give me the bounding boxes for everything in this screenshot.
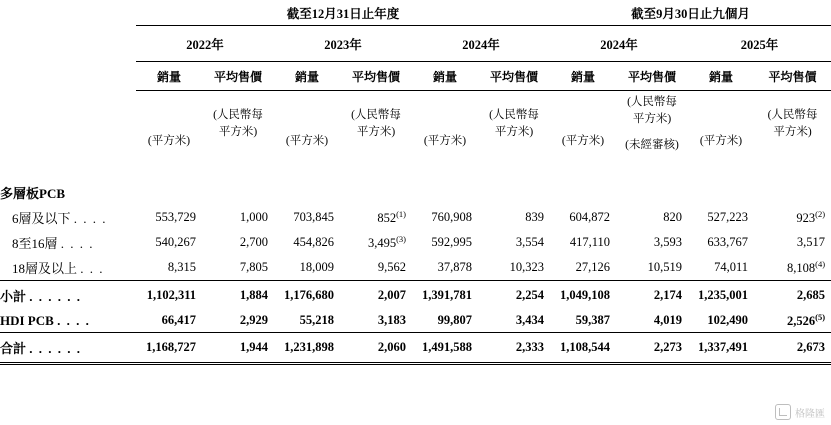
cell-hdi-price-2023: 3,183 [377, 313, 406, 328]
cell-8to16-price-2022: 2,700 [239, 235, 268, 250]
section-title-multilayer: 多層板PCB [0, 186, 66, 202]
cell-6layer-vol-2022: 553,729 [155, 210, 196, 225]
cell-18layer-vol-2024: 37,878 [437, 260, 472, 275]
cell-subtotal-vol-2025-9m: 1,235,001 [688, 281, 754, 310]
table-row [0, 230, 831, 255]
unit-price-line2-5: 平方米) [773, 126, 812, 138]
cell-18layer-price-2022: 7,805 [239, 260, 268, 275]
cell-value: 8,108 [786, 261, 816, 276]
header-year-row [0, 26, 831, 62]
unit-price-line1-1: (人民幣每 [213, 109, 263, 122]
unit-price-2025-9m [754, 91, 831, 155]
cell-hdi-vol-2025-9m: 102,490 [707, 313, 749, 328]
row-leader-dots: . . . . [73, 211, 108, 227]
cell-8to16-vol-2024-9m: 417,110 [569, 235, 611, 250]
row-leader-dots: . . . . . . [29, 341, 82, 357]
unit-price-line2-3: 平方米) [494, 126, 534, 138]
footnote-ref: (2) [815, 208, 826, 219]
header-corner [0, 0, 136, 26]
cell-8to16-vol-2024: 592,995 [431, 235, 472, 250]
cell-18layer-vol-2022: 8,315 [167, 260, 196, 275]
cell-subtotal-price-2022: 1,884 [202, 281, 274, 310]
cell-6layer-vol-2025-9m: 527,223 [707, 210, 749, 225]
cell-total-vol-2023: 1,231,898 [274, 333, 340, 364]
cell-8to16-price-2025-9m: 3,517 [796, 235, 826, 250]
unit-volume-2025-9m [688, 91, 754, 155]
cell-subtotal-vol-2023: 1,176,680 [274, 281, 340, 310]
cell-8to16-vol-2023: 454,826 [293, 235, 334, 250]
cell-total-vol-2024-9m: 1,108,544 [550, 333, 616, 364]
unit-volume-2023 [274, 91, 340, 155]
cell-value: 3,495 [367, 236, 397, 251]
watermark [775, 404, 825, 420]
cell-subtotal-price-2024-9m: 2,174 [616, 281, 688, 310]
cell-total-price-2024-9m: 2,273 [616, 333, 688, 364]
header-spacer [0, 26, 136, 62]
measure-price-2025-9m: 平均售價 [754, 62, 831, 91]
cell-6layer-vol-2023: 703,845 [293, 210, 334, 225]
cell-6layer-vol-2024: 760,908 [431, 210, 472, 225]
year-2025-ninemonths: 2025年 [688, 26, 831, 62]
unit-price-line1-2: (人民幣每 [351, 109, 401, 122]
unit-price-2023 [340, 91, 412, 155]
cell-hdi-price-2022: 2,929 [239, 313, 268, 328]
cell-hdi-vol-2022: 66,417 [161, 313, 196, 328]
header-spacer-3 [0, 91, 136, 155]
row-label-text: 6層及以下 [12, 211, 71, 227]
table-row [0, 255, 831, 281]
cell-18layer-price-2024: 10,323 [509, 260, 545, 275]
row-label-subtotal [0, 281, 136, 310]
measure-volume-2022: 銷量 [136, 62, 202, 91]
cell-8to16-vol-2022: 540,267 [155, 235, 196, 250]
year-2023: 2023年 [274, 26, 412, 62]
row-label-6layer [0, 205, 136, 230]
unit-volume-text-4: (平方米) [561, 134, 605, 147]
measure-volume-2024-9m: 銷量 [550, 62, 616, 91]
cell-6layer-vol-2024-9m: 604,872 [569, 210, 611, 225]
cell-value: 923 [796, 211, 816, 226]
body-spacer-cell [0, 154, 831, 180]
cell-6layer-price-2024-9m: 820 [663, 210, 683, 225]
measure-price-2024-9m: 平均售價 [616, 62, 688, 91]
footnote-ref: (1) [396, 208, 406, 219]
cell-hdi-price-2024: 3,434 [515, 313, 545, 328]
unit-price-2024-9m [616, 91, 688, 155]
cell-8to16-price-2024-9m: 3,593 [653, 235, 683, 250]
cell-subtotal-vol-2024: 1,391,781 [412, 281, 478, 310]
row-label-text: 合計 [0, 341, 27, 357]
row-leader-dots: . . . [80, 261, 105, 277]
cell-total-price-2022: 1,944 [202, 333, 274, 364]
cell-8to16-price-2023 [340, 230, 412, 255]
footnote-ref: (5) [815, 312, 826, 323]
cell-hdi-vol-2024: 99,807 [437, 313, 472, 328]
cell-total-vol-2025-9m: 1,337,491 [688, 333, 754, 364]
cell-6layer-price-2022: 1,000 [239, 210, 268, 225]
measure-price-2022: 平均售價 [202, 62, 274, 91]
cell-value: 2,526 [786, 314, 816, 329]
cell-hdi-vol-2024-9m: 59,387 [575, 313, 611, 328]
measure-price-2024: 平均售價 [478, 62, 550, 91]
year-2024: 2024年 [412, 26, 550, 62]
unit-volume-2024 [412, 91, 478, 155]
subtotal-row [0, 281, 831, 310]
section-title-row [0, 180, 831, 205]
row-leader-dots: . . . . [60, 236, 95, 252]
cell-subtotal-price-2023: 2,007 [340, 281, 412, 310]
header-unit-row [0, 91, 831, 155]
cell-subtotal-vol-2024-9m: 1,049,108 [550, 281, 616, 310]
group-header-annual: 截至12月31日止年度 [136, 0, 550, 26]
cell-6layer-price-2024: 839 [525, 210, 545, 225]
cell-total-price-2025-9m: 2,673 [754, 333, 831, 364]
row-label-8to16layer [0, 230, 136, 255]
cell-total-vol-2024: 1,491,588 [412, 333, 478, 364]
unit-price-line1-5: (人民幣每 [767, 109, 818, 122]
row-leader-dots: . . . . . . [29, 289, 82, 305]
cell-8to16-price-2024: 3,554 [515, 235, 545, 250]
row-label-text: 小計 [0, 289, 27, 305]
cell-18layer-vol-2025-9m: 74,011 [714, 260, 749, 275]
table-row [0, 205, 831, 230]
cell-total-price-2024: 2,333 [478, 333, 550, 364]
unit-price-line1-4: (人民幣每 [627, 96, 677, 108]
cell-18layer-vol-2024-9m: 27,126 [575, 260, 611, 275]
unit-price-2022 [202, 91, 274, 155]
unit-price-line1-3: (人民幣每 [489, 109, 539, 122]
row-label-text: 8至16層 [12, 236, 58, 252]
cell-value: 852 [377, 211, 397, 226]
year-2024-ninemonths: 2024年 [550, 26, 688, 62]
unaudited-note: (未經審核) [625, 139, 679, 152]
unit-price-line2-4: 平方米) [632, 112, 672, 125]
unit-volume-2022 [136, 91, 202, 155]
section-title-filler [136, 180, 831, 205]
cell-6layer-price-2023 [340, 205, 412, 230]
cell-hdi-vol-2023: 55,218 [299, 313, 334, 328]
year-2022: 2022年 [136, 26, 274, 62]
header-group-row [0, 0, 831, 26]
row-label-text: HDI PCB [0, 312, 54, 328]
row-leader-dots: . . . . [57, 312, 91, 328]
row-label-hdi [0, 309, 136, 333]
measure-volume-2025-9m: 銷量 [688, 62, 754, 91]
unit-price-line2-2: 平方米) [356, 126, 396, 138]
cell-total-price-2023: 2,060 [340, 333, 412, 364]
cell-total-vol-2022: 1,168,727 [136, 333, 202, 364]
unit-volume-2024-9m [550, 91, 616, 155]
row-label-text: 18層及以上 [12, 261, 78, 277]
row-label-18layer [0, 255, 136, 281]
unit-volume-text-3: (平方米) [423, 134, 467, 147]
body-spacer-row [0, 154, 831, 180]
cell-hdi-price-2025-9m [754, 309, 831, 333]
group-header-ninemonths: 截至9月30日止九個月 [550, 0, 831, 26]
cell-subtotal-price-2024: 2,254 [478, 281, 550, 310]
header-measure-row [0, 62, 831, 91]
row-label-total [0, 333, 136, 364]
cell-subtotal-vol-2022: 1,102,311 [136, 281, 202, 310]
footnote-ref: (4) [815, 258, 826, 269]
unit-volume-text-5: (平方米) [699, 134, 743, 147]
hdi-row [0, 309, 831, 333]
measure-volume-2024: 銷量 [412, 62, 478, 91]
measure-price-2023: 平均售價 [340, 62, 412, 91]
cell-subtotal-price-2025-9m: 2,685 [754, 281, 831, 310]
total-row [0, 333, 831, 364]
cell-6layer-price-2025-9m [754, 205, 831, 230]
header-spacer-2 [0, 62, 136, 91]
cell-8to16-vol-2025-9m: 633,767 [707, 235, 749, 250]
unit-volume-text-1: (平方米) [147, 134, 191, 147]
cell-18layer-price-2023: 9,562 [377, 260, 406, 275]
unit-price-line2-1: 平方米) [218, 126, 258, 138]
cell-18layer-price-2025-9m [754, 255, 831, 281]
unit-price-2024 [478, 91, 550, 155]
cell-18layer-price-2024-9m: 10,519 [647, 260, 683, 275]
cell-18layer-vol-2023: 18,009 [299, 260, 334, 275]
unit-volume-text-2: (平方米) [285, 134, 329, 147]
cell-hdi-price-2024-9m: 4,019 [653, 313, 683, 328]
watermark-logo-icon [775, 404, 791, 420]
footnote-ref: (3) [396, 233, 406, 244]
watermark-text: 格隆匯 [795, 408, 825, 420]
measure-volume-2023: 銷量 [274, 62, 340, 91]
